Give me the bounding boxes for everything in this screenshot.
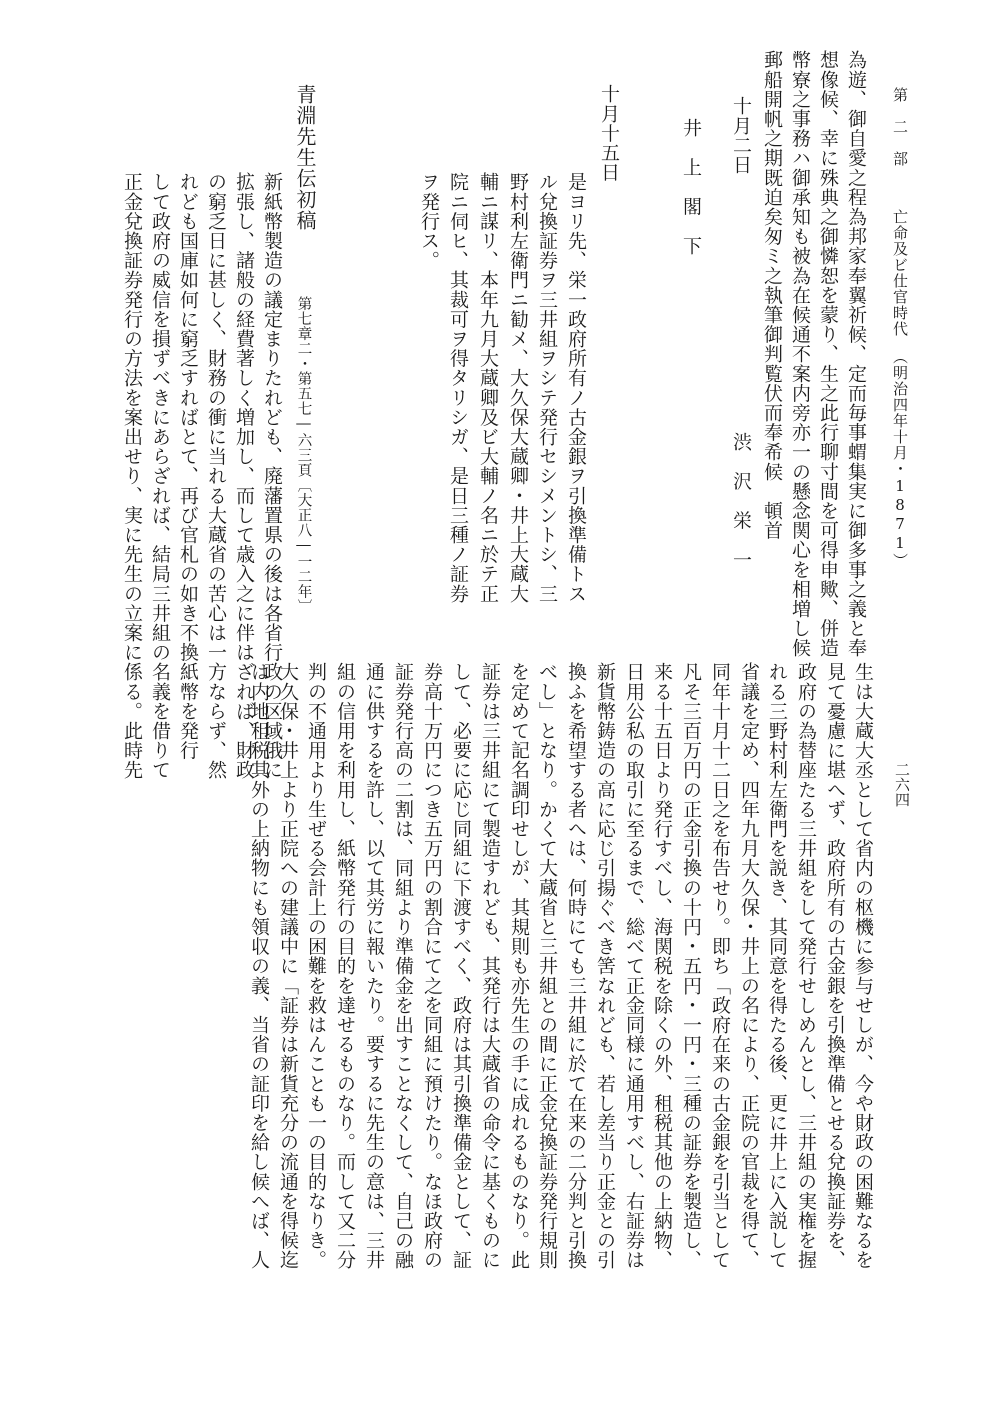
quote-line: 新紙幣製造の議定まりたれども、廃藩置県の後は各省行政の区域俄に [261, 172, 283, 780]
entry-line: 輔ニ謀リ、本年九月大蔵卿及ビ大輔ノ名ニ於テ正 [477, 172, 499, 604]
entry-line: 院ニ伺ヒ、其裁可ヲ得タリシガ、是日三種ノ証券 [447, 172, 469, 604]
entry-line: 是ヨリ先、栄一政府所有ノ古金銀ヲ引換準備トス [565, 172, 587, 604]
body-line: 証券は三井組にて製造すれども、其発行は大蔵省の命令に基くものに [479, 662, 501, 1270]
letter-date: 十月二日 [730, 96, 752, 175]
body-line: 通に供するを許し、以て其労に報いたり。要するに先生の意は、三井 [363, 662, 385, 1270]
body-line: 組の信用を利用し、紙幣発行の目的を達せるものなり。而して又二分 [334, 662, 356, 1270]
header-chapter: 亡命及ビ仕官時代 [891, 209, 909, 337]
body-line: 判の不通用より生ぜる会計上の困難を救はんことも一の目的なりき。 [305, 662, 327, 1270]
letter-addressee: 井 上 閣 下 [680, 118, 702, 256]
letter-line: 為遊、御自愛之程為邦家奉翼祈候、定而毎事蝟集実に御多事之義と奉 [845, 50, 867, 658]
letter-line: 郵船開帆之期既迫矣匆ミ之執筆御判覧伏而奉希候 頓首 [761, 50, 783, 540]
header-section: 第 二 部 [891, 87, 909, 167]
body-line: 生は大蔵大丞として省内の枢機に参与せしが、今や財政の困難なるを [852, 662, 874, 1270]
page-number: 二六四 [893, 762, 911, 807]
body-line: 日用公私の取引に至るまで、総べて正金同様に通用すべし、右証券は [623, 662, 645, 1270]
running-header [892, 87, 907, 569]
quote-line: 正金兌換証券発行の方法を案出せり、実に先生の立案に係る。此時先 [121, 172, 143, 780]
body-line: 大久保・井上より正院への建議中に「証券は新貨充分の流通を得候迄 [277, 662, 299, 1270]
body-line: 新貨幣鋳造の高に応じ引揚ぐべき筈なれども、若し差当り正金との引 [594, 662, 616, 1270]
entry-line: 野村利左衛門ニ勧メ、大久保大蔵卿・井上大蔵大 [507, 172, 529, 604]
letter-line: 幣寮之事務ハ御承知も被為在候通不案内旁亦一の懸念関心を相増し候 [789, 50, 811, 658]
entry-date: 十月十五日 [598, 84, 620, 182]
body-line: 証券発行高の二割は、同組より準備金を出すことなくして、自己の融 [392, 662, 414, 1270]
body-line: は内地租税其外の上納物にも領収の義、当省の証印を給し候へば、人 [248, 662, 270, 1270]
quote-line: の窮乏日に甚しく、財務の衝に当れる大蔵省の苦心は一方ならず、然 [205, 172, 227, 780]
body-line: 省議を定め、四年九月大久保・井上の名により、正院の官裁を得て、 [738, 662, 760, 1270]
letter-sender: 渋 沢 栄 一 [730, 432, 752, 570]
body-line: 来る十五日より発行すべし、海関税を除くの外、租税其他の上納物、 [651, 662, 673, 1270]
body-line: れる三野村利左衛門を説き、其同意を得たる後、更に井上に入説して [766, 662, 788, 1270]
quote-line: れども国庫如何に窮乏すればとて、再び官札の如き不換紙幣を発行 [177, 172, 199, 760]
letter-line: 想像候、幸に殊典之御憐恕を蒙り、生之此行聊寸間を可得申歟、併造 [817, 50, 839, 658]
header-period: （明治四年十月・1871） [891, 349, 909, 569]
body-line: を定めて記名調印せしが、其規則も亦先生の手に成れるものなり。此 [508, 662, 530, 1270]
body-line: 見て憂慮に堪へず、政府所有の古金銀を引換準備とせる兌換証券を、 [824, 662, 846, 1270]
quote-line: 拡張し、諸般の経費著しく増加し、而して歳入之に伴はざれば、財政 [233, 172, 255, 780]
body-line: べし」となり。かくて大蔵省と三井組との間に正金兌換証券発行規則 [536, 662, 558, 1270]
quote-line: して政府の威信を損ずべきにあらざれば、結局三井組の名義を借りて [149, 172, 171, 780]
entry-line: ル兌換証券ヲ三井組ヲシテ発行セシメントシ、三 [536, 172, 558, 604]
body-line: 政府の為替座たる三井組をして発行せしめんとし、三井組の実権を握 [795, 662, 817, 1270]
body-line: 凡そ三百万円の正金引換の十円・五円・一円・三種の証券を製造し、 [680, 662, 702, 1270]
body-line: して、必要に応じ同組に下渡すべく、政府は其引換準備金として、証 [450, 662, 472, 1270]
entry-line: ヲ発行ス。 [418, 172, 440, 270]
body-line: 換ふを希望する者へは、何時にても三井組に於て在来の二分判と引換 [565, 662, 587, 1270]
source-title: 青淵先生伝初稿 [293, 84, 317, 231]
source-reference: 第七章二・第五七―六三頁〔大正八―一二年〕 [295, 296, 312, 614]
body-line: 券高十万円につき五万円の割合にて之を同組に預けたり。なほ政府の [421, 662, 443, 1270]
body-line: 同年十月十二日之を布告せり。即ち「政府在来の古金銀を引当として [709, 662, 731, 1270]
